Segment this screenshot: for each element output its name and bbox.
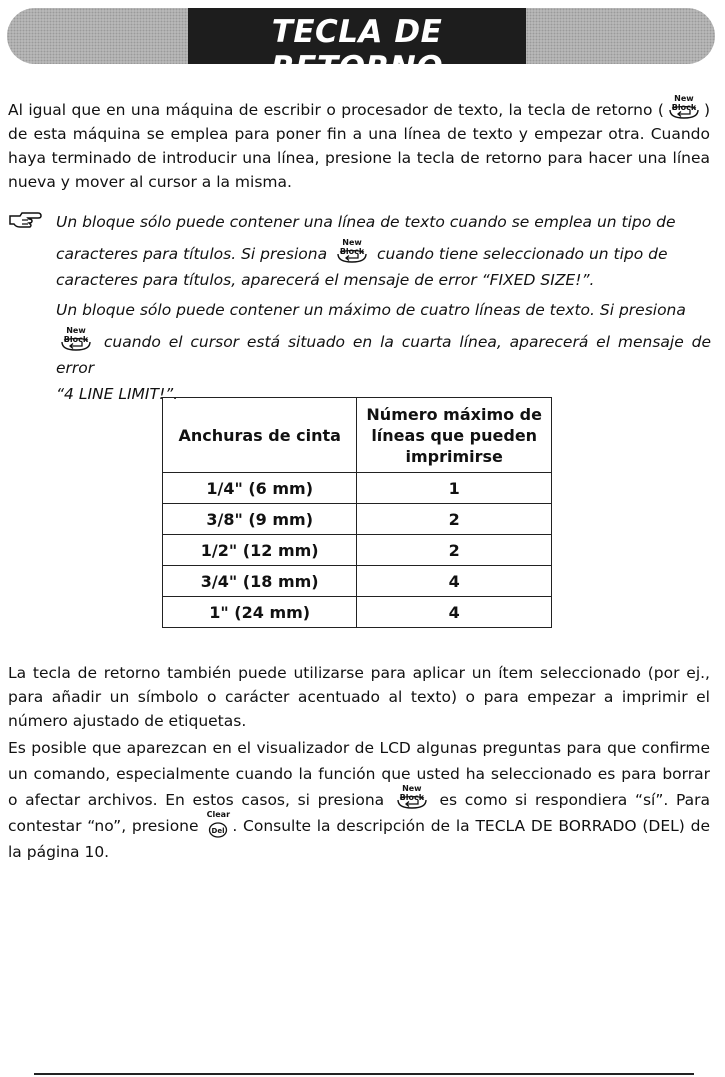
confirm-text-3: . Consulte la descripción de la TECLA DE BORRADO (DEL) de la página 10.	[8, 817, 710, 861]
cell-width: 3/8" (9 mm)	[163, 504, 357, 535]
new-block-key-icon: New Block	[666, 101, 702, 121]
page-title: TECLA DE RETORNO	[270, 14, 444, 86]
title-banner	[7, 8, 715, 86]
cell-width: 1/2" (12 mm)	[163, 535, 357, 566]
pointing-hand-icon	[8, 210, 42, 230]
new-block-key-icon: New Block	[334, 245, 370, 265]
cell-lines: 2	[357, 535, 552, 566]
table-header-row	[163, 398, 552, 473]
table-row	[163, 504, 552, 535]
paragraph-apply-item: La tecla de retorno también puede utilizarse para aplicar un ítem seleccionado (por ej., para añadir un símbolo o carácter acentuado al texto) o para empezar a imprimir el número ajustado de etiquetas.	[8, 664, 710, 730]
cell-width: 1" (24 mm)	[163, 597, 357, 628]
header-tape-width: Anchuras de cinta	[163, 398, 357, 473]
note2-line1: Un bloque sólo puede contener un máximo de cuatro líneas de texto. Si presiona	[56, 301, 686, 319]
tape-width-table	[162, 397, 552, 628]
note2-line2: New Block cuando el cursor está situado en la cuarta línea, aparecerá el mensaje de error	[56, 326, 711, 377]
cell-lines: 2	[357, 504, 552, 535]
confirm-text-1: Es posible que aparezcan en el visualizador de LCD algunas preguntas para que confirme un comando, especialmente cuando la función que usted ha seleccionado es para borrar o afectar archivos. En estos casos, si presiona	[8, 739, 710, 809]
confirm-text-2: es como si respondiera “sí”. Para contestar “no”, presione	[8, 791, 710, 835]
cell-lines: 4	[357, 566, 552, 597]
clear-del-key-icon: Clear Del	[206, 810, 231, 835]
note1-line2: caracteres para títulos. Si presiona New Block cuando tiene seleccionado un tipo de	[56, 238, 668, 263]
note-line-limit	[56, 297, 711, 407]
intro-text-close: )	[703, 101, 710, 119]
header-max-lines: Número máximo de líneas que pueden imprimirse	[357, 398, 552, 473]
note2-line3: “4 LINE LIMIT!”.	[56, 385, 179, 403]
table-row	[163, 535, 552, 566]
table-row	[163, 597, 552, 628]
new-block-key-icon: New Block	[58, 333, 94, 353]
paragraph-confirm	[8, 735, 710, 865]
table-row	[163, 473, 552, 504]
cell-lines: 1	[357, 473, 552, 504]
title-banner-center	[188, 8, 526, 86]
table-row	[163, 566, 552, 597]
intro-text-1: Al igual que en una máquina de escribir o procesador de texto, la tecla de retorno (	[8, 101, 664, 119]
intro-paragraph	[8, 94, 710, 194]
footer-divider	[34, 1073, 694, 1075]
new-block-key-icon: New Block	[394, 791, 430, 811]
note1-line1: Un bloque sólo puede contener una línea de texto cuando se emplea un tipo de	[56, 213, 676, 231]
cell-lines: 4	[357, 597, 552, 628]
cell-width: 1/4" (6 mm)	[163, 473, 357, 504]
note-fixed-size	[56, 209, 711, 293]
note1-line3: caracteres para títulos, aparecerá el mensaje de error “FIXED SIZE!”.	[56, 271, 595, 289]
cell-width: 3/4" (18 mm)	[163, 566, 357, 597]
svg-text:Del: Del	[211, 827, 225, 835]
intro-text-2: de esta máquina se emplea para poner fin a una línea de texto y empezar otra. Cuando haya terminado de introducir una línea, presione la tecla de retorno para hacer una línea nueva y mover al cursor a la misma.	[8, 125, 710, 191]
